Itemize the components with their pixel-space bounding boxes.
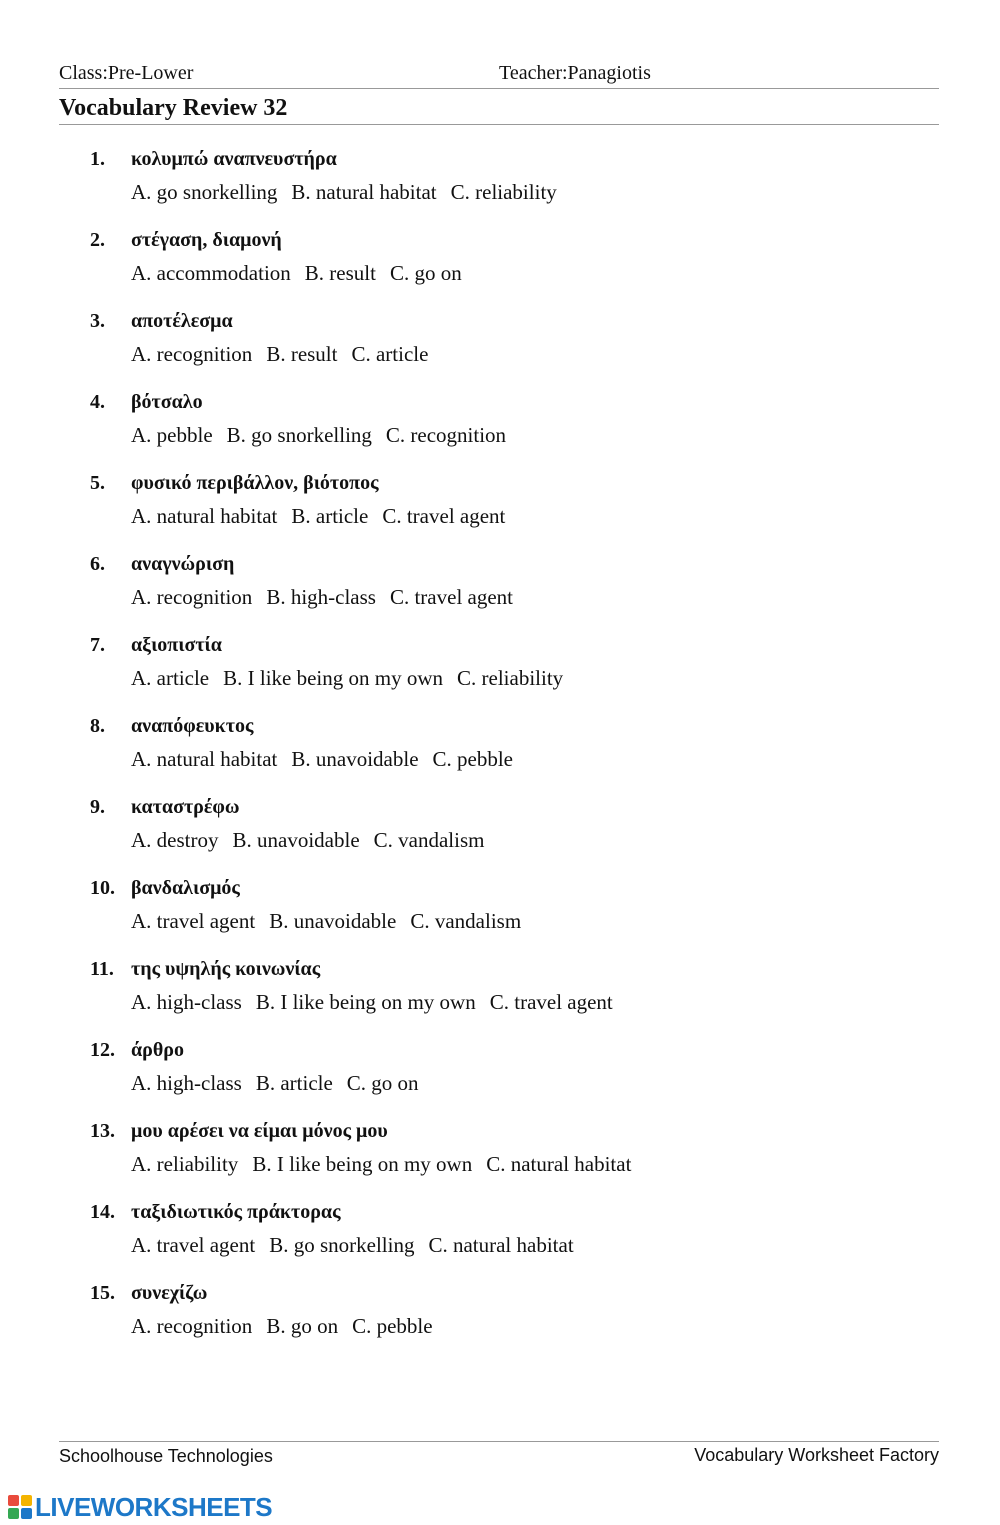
logo-square xyxy=(8,1508,19,1519)
teacher-label: Teacher:Panagiotis xyxy=(499,62,651,84)
question-prompt: καταστρέφω xyxy=(131,796,240,818)
question-item xyxy=(90,148,940,229)
answer-option[interactable]: A. article xyxy=(131,666,210,690)
question-item xyxy=(90,796,940,877)
answer-option[interactable]: C. reliability xyxy=(457,666,564,690)
question-prompt: στέγαση, διαμονή xyxy=(131,229,282,251)
question-prompt: ταξιδιωτικός πράκτορας xyxy=(131,1201,341,1223)
answer-option[interactable]: B. unavoidable xyxy=(232,828,360,852)
answer-option[interactable]: A. pebble xyxy=(131,423,213,447)
answer-option[interactable]: B. article xyxy=(255,1071,333,1095)
answer-option[interactable]: B. go on xyxy=(266,1314,339,1338)
answer-option[interactable]: A. reliability xyxy=(131,1152,239,1176)
answer-option[interactable]: B. result xyxy=(266,342,338,366)
liveworksheets-brand[interactable] xyxy=(8,1491,273,1522)
answer-options xyxy=(131,504,519,529)
class-label: Class:Pre-Lower xyxy=(59,62,194,84)
question-number: 4. xyxy=(90,391,105,413)
question-prompt: βανδαλισμός xyxy=(131,877,240,899)
answer-option[interactable]: C. natural habitat xyxy=(486,1152,632,1176)
question-prompt: κολυμπώ αναπνευστήρα xyxy=(131,148,337,170)
answer-options xyxy=(131,747,527,772)
answer-option[interactable]: C. natural habitat xyxy=(428,1233,574,1257)
answer-option[interactable]: C. pebble xyxy=(352,1314,433,1338)
question-number: 10. xyxy=(90,877,115,899)
answer-option[interactable]: A. high-class xyxy=(131,1071,242,1095)
question-prompt: άρθρο xyxy=(131,1039,185,1061)
question-prompt: συνεχίζω xyxy=(131,1282,208,1304)
question-number: 14. xyxy=(90,1201,115,1223)
answer-option[interactable]: B. I like being on my own xyxy=(223,666,444,690)
answer-options xyxy=(131,342,442,367)
question-prompt: αξιοπιστία xyxy=(131,634,222,656)
question-number: 2. xyxy=(90,229,105,251)
question-number: 9. xyxy=(90,796,105,818)
answer-option[interactable]: A. accommodation xyxy=(131,261,291,285)
question-number: 1. xyxy=(90,148,105,170)
answer-option[interactable]: A. natural habitat xyxy=(131,747,278,771)
answer-option[interactable]: C. vandalism xyxy=(373,828,485,852)
logo-square xyxy=(21,1508,32,1519)
answer-option[interactable]: C. travel agent xyxy=(389,585,514,609)
answer-option[interactable]: B. result xyxy=(304,261,376,285)
question-number: 3. xyxy=(90,310,105,332)
answer-option[interactable]: C. travel agent xyxy=(489,990,613,1014)
question-item xyxy=(90,1201,940,1282)
answer-option[interactable]: A. recognition xyxy=(131,585,253,609)
footer-right: Vocabulary Worksheet Factory xyxy=(694,1445,939,1465)
question-prompt: φυσικό περιβάλλον, βιότοπος xyxy=(131,472,379,494)
answer-option[interactable]: C. recognition xyxy=(385,423,507,447)
answer-option[interactable]: C. pebble xyxy=(432,747,513,771)
question-prompt: αποτέλεσμα xyxy=(131,310,233,332)
answer-option[interactable]: B. I like being on my own xyxy=(252,1152,473,1176)
question-number: 11. xyxy=(90,958,114,980)
answer-option[interactable]: B. high-class xyxy=(266,585,376,609)
answer-options xyxy=(131,990,627,1015)
answer-option[interactable]: A. go snorkelling xyxy=(131,180,278,204)
brand-text: LIVEWORKSHEETS xyxy=(35,1491,273,1522)
question-number: 13. xyxy=(90,1120,115,1142)
question-number: 6. xyxy=(90,553,105,575)
question-list xyxy=(90,148,940,1363)
logo-square xyxy=(21,1495,32,1506)
answer-option[interactable]: A. destroy xyxy=(131,828,219,852)
question-item xyxy=(90,553,940,634)
footer-left: Schoolhouse Technologies xyxy=(59,1446,273,1466)
question-item xyxy=(90,472,940,553)
answer-options xyxy=(131,585,527,610)
answer-options xyxy=(131,1152,645,1177)
question-item xyxy=(90,1120,940,1201)
question-prompt: αναγνώριση xyxy=(131,553,235,575)
answer-option[interactable]: B. I like being on my own xyxy=(255,990,476,1014)
question-prompt: βότσαλο xyxy=(131,391,203,413)
answer-option[interactable]: B. unavoidable xyxy=(291,747,419,771)
answer-option[interactable]: C. reliability xyxy=(450,180,557,204)
logo-square xyxy=(8,1495,19,1506)
question-number: 7. xyxy=(90,634,105,656)
question-number: 12. xyxy=(90,1039,115,1061)
answer-options xyxy=(131,909,535,934)
answer-option[interactable]: A. recognition xyxy=(131,342,253,366)
answer-option[interactable]: B. article xyxy=(291,504,369,528)
answer-option[interactable]: B. unavoidable xyxy=(269,909,397,933)
worksheet-header xyxy=(59,62,939,89)
question-item xyxy=(90,715,940,796)
answer-option[interactable]: C. article xyxy=(351,342,429,366)
answer-option[interactable]: A. high-class xyxy=(131,990,242,1014)
answer-options xyxy=(131,666,577,691)
question-item xyxy=(90,1282,940,1363)
answer-options xyxy=(131,828,498,853)
question-item xyxy=(90,391,940,472)
answer-option[interactable]: B. go snorkelling xyxy=(269,1233,415,1257)
answer-options xyxy=(131,261,476,286)
worksheet-title: Vocabulary Review 32 xyxy=(59,95,288,121)
title-row xyxy=(59,94,939,125)
question-prompt: της υψηλής κοινωνίας xyxy=(131,958,321,980)
answer-options xyxy=(131,1233,588,1258)
answer-options xyxy=(131,423,520,448)
question-number: 15. xyxy=(90,1282,115,1304)
question-item xyxy=(90,229,940,310)
question-number: 8. xyxy=(90,715,105,737)
answer-option[interactable]: C. vandalism xyxy=(410,909,522,933)
question-item xyxy=(90,1039,940,1120)
answer-option[interactable]: C. go on xyxy=(389,261,462,285)
question-number: 5. xyxy=(90,472,105,494)
question-item xyxy=(90,877,940,958)
answer-options xyxy=(131,1314,447,1339)
answer-options xyxy=(131,180,571,205)
answer-option[interactable]: B. go snorkelling xyxy=(226,423,372,447)
answer-option[interactable]: A. natural habitat xyxy=(131,504,278,528)
answer-option[interactable]: C. travel agent xyxy=(382,504,506,528)
answer-option[interactable]: A. recognition xyxy=(131,1314,253,1338)
footer xyxy=(59,1441,939,1472)
question-item xyxy=(90,634,940,715)
liveworksheets-logo-icon xyxy=(8,1495,32,1519)
answer-options xyxy=(131,1071,433,1096)
question-item xyxy=(90,310,940,391)
question-item xyxy=(90,958,940,1039)
answer-option[interactable]: A. travel agent xyxy=(131,1233,256,1257)
answer-option[interactable]: C. go on xyxy=(346,1071,419,1095)
answer-option[interactable]: B. natural habitat xyxy=(291,180,437,204)
question-prompt: αναπόφευκτος xyxy=(131,715,254,737)
answer-option[interactable]: A. travel agent xyxy=(131,909,256,933)
question-prompt: μου αρέσει να είμαι μόνος μου xyxy=(131,1120,388,1142)
